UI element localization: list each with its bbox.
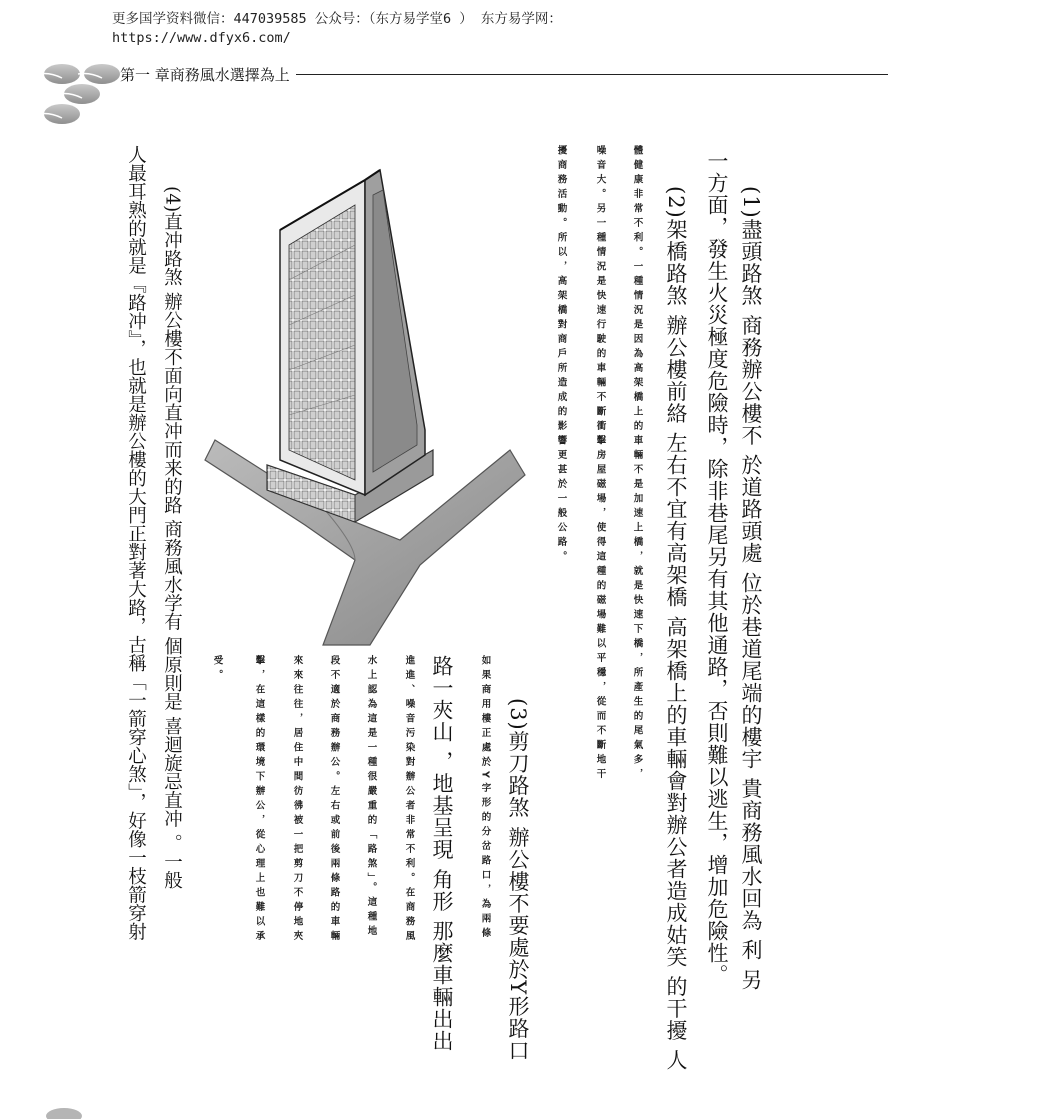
- text-column-17: 人最耳熟的就是『路冲』，也就是辦公樓的大門正對著大路，古稱「一箭穿心煞」，好像一枝箭穿射: [125, 145, 147, 941]
- text-column-8: 如果商用樓正處於Y字形的分岔路口，為兩條: [479, 655, 491, 943]
- text-column-1: (1)盡頭路煞 商務辦公樓不 於道路頭處 位於巷道尾端的樓宇 貴商務風水回為 利 另: [739, 186, 763, 991]
- header-line-1: 更多国学资料微信：447039585 公众号：（东方易学堂6 ） 东方易学网：: [112, 11, 562, 27]
- office-building-illustration: [205, 150, 530, 645]
- header-url[interactable]: https://www.dfyx6.com/: [112, 30, 291, 46]
- text-column-10: 進進、噪音污染對辦公者非常不利。在商務風: [403, 655, 415, 945]
- text-column-2: 一方面，發生火災極度危險時，除非巷尾另有其他通路，否則難以逃生，增加危險性。: [705, 150, 729, 986]
- text-column-3: (2)架橋路煞 辦公樓前絡 左右不宜有高架橋 高架橋上的車輛會對辦公者造成姑笑 的干擾 人: [664, 186, 688, 1072]
- text-column-11: 水上認為這是一種很嚴重的「路煞」。這種地: [365, 655, 377, 941]
- text-column-15: 受。: [211, 655, 223, 684]
- text-column-4: 體健康非常不利。一種情況是因為高架橋上的車輛不是加速上橋，就是快速下橋，所產生的尾氣多，: [631, 145, 643, 783]
- text-column-5: 噪音大。另一種情況是快速行駛的車輛不斷衝擊房屋磁場，使得這種的磁場難以平穩，從而不斷地干: [594, 145, 606, 783]
- text-column-9: 路一夾山 ，地基呈現 角形 那麼車輛出出: [430, 655, 454, 1053]
- chapter-title: 第一 章商務風水選擇為上: [120, 65, 290, 84]
- text-column-13: 來來往往，居住中間彷彿被一把剪刀不停地夾: [291, 655, 303, 945]
- text-column-16: (4)直冲路煞 辦公樓不面向直冲而来的路 商務風水学有 個原則是 喜迴旋忌直冲 。一般: [161, 186, 183, 890]
- cloud-ornament-bottom-icon: [40, 1102, 90, 1119]
- text-column-14: 擊，在這樣的環境下辦公，從心理上也難以承: [253, 655, 265, 945]
- cloud-ornament-icon: [30, 52, 130, 132]
- text-column-6: 擾商務活動。所以，高架橋對商戶所造成的影響更甚於一般公路。: [555, 145, 567, 566]
- text-column-12: 段不適於商務辦公。左右或前後兩條路的車輛: [328, 655, 340, 945]
- text-column-7: (3)剪刀路煞 辦公樓不要處於Y形路口: [506, 698, 530, 1062]
- chapter-rule: [296, 74, 888, 75]
- chapter-heading: [120, 64, 888, 84]
